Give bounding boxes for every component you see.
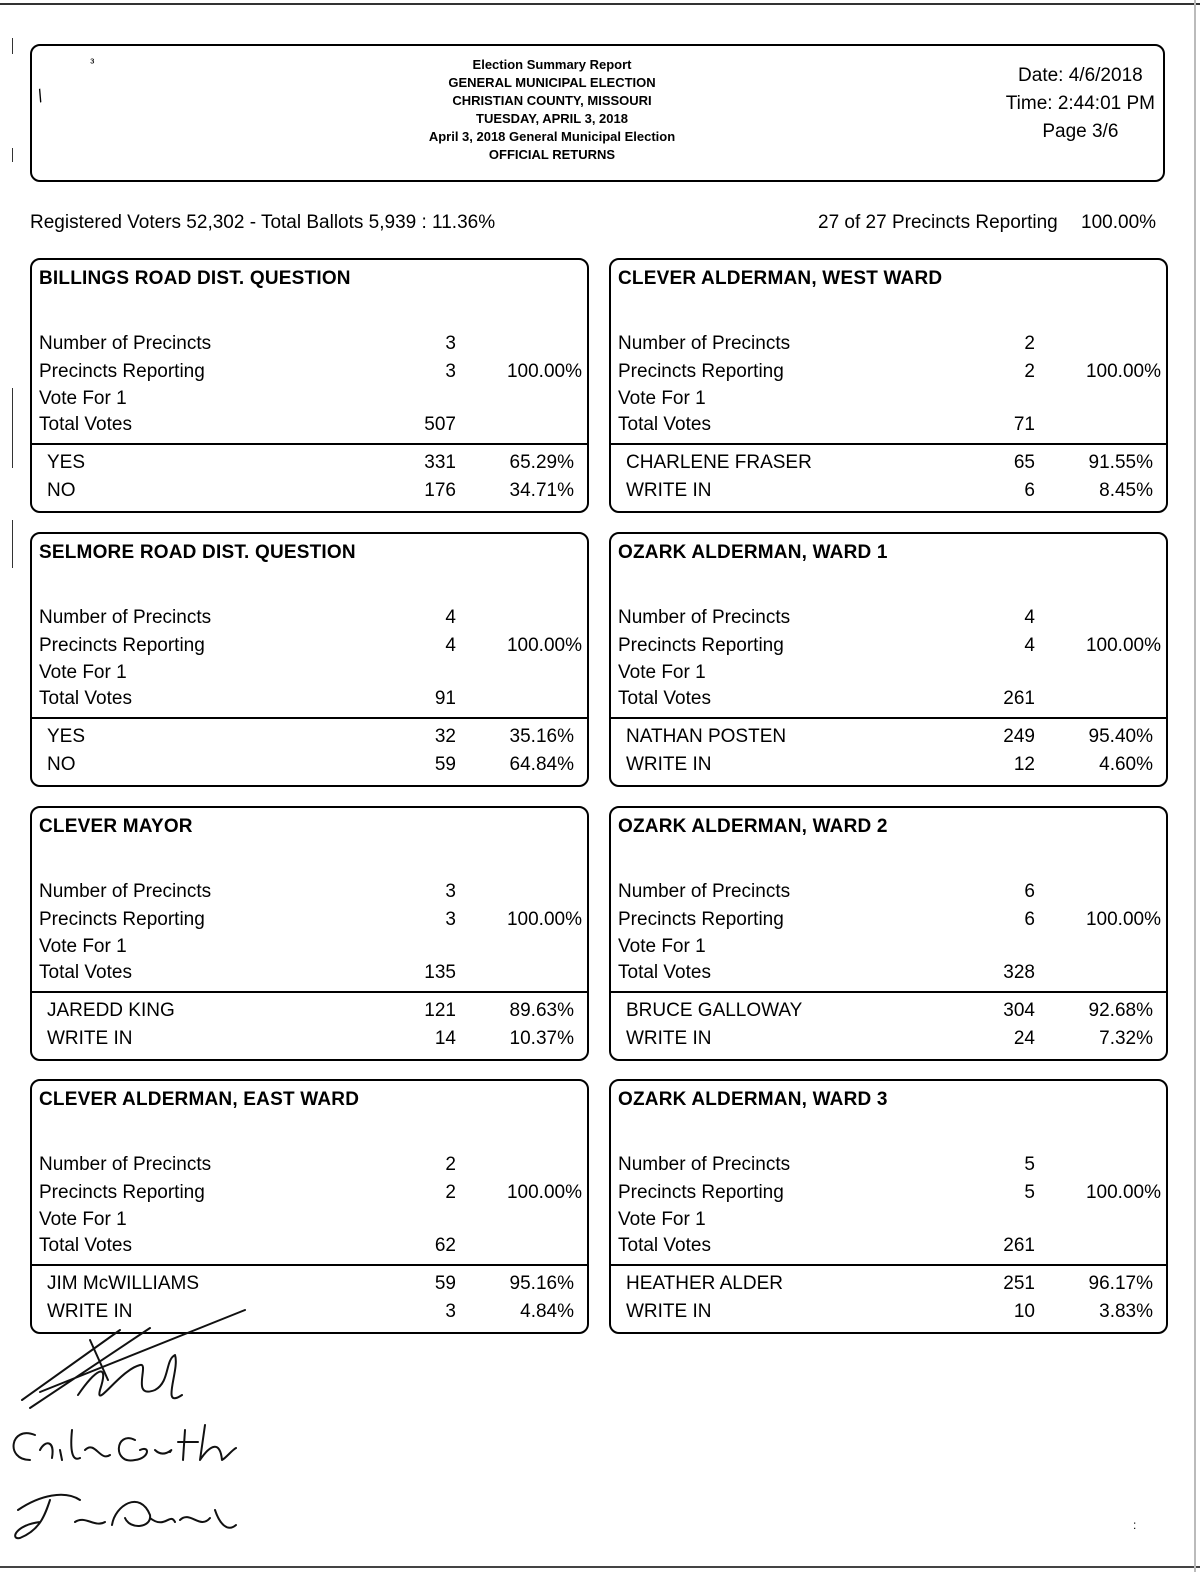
stat-percent: 100.00%: [1085, 635, 1161, 656]
precincts-reporting-row: [39, 361, 587, 387]
signature-initials-stroke: [78, 1355, 182, 1398]
total-votes-row: [618, 1235, 1166, 1261]
stat-value: 3: [445, 909, 456, 930]
contest-divider: [32, 991, 587, 993]
stat-label: Precincts Reporting: [618, 635, 784, 656]
contest-card: [30, 1079, 589, 1334]
candidate-votes: 65: [1013, 452, 1035, 473]
candidate-name: YES: [47, 726, 86, 747]
stat-label: Total Votes: [39, 414, 132, 435]
stat-value: 6: [1024, 881, 1035, 902]
stat-label: Total Votes: [618, 414, 711, 435]
stat-label: Precincts Reporting: [39, 909, 205, 930]
stat-label: Vote For 1: [618, 662, 706, 683]
contest-title: CLEVER MAYOR: [39, 816, 193, 837]
contest-title: OZARK ALDERMAN, WARD 3: [618, 1089, 888, 1110]
contest-divider: [32, 1264, 587, 1266]
precincts-reporting-row: [39, 1182, 587, 1208]
stat-percent: 100.00%: [506, 635, 582, 656]
candidate-name: JIM McWILLIAMS: [47, 1273, 200, 1294]
stat-percent: 100.00%: [506, 1182, 582, 1203]
stat-label: Total Votes: [618, 1235, 711, 1256]
stat-label: Precincts Reporting: [618, 361, 784, 382]
vote-for-row: [618, 662, 1166, 688]
precincts-reporting-pct: 100.00%: [1081, 212, 1157, 233]
vote-for-row: [618, 388, 1166, 414]
stat-value: 6: [1024, 909, 1035, 930]
precincts-reporting-row: [618, 635, 1166, 661]
report-meta: [1006, 62, 1155, 146]
stat-percent: 100.00%: [506, 909, 582, 930]
stat-label: Number of Precincts: [618, 1154, 791, 1175]
precincts-reporting-text: 27 of 27 Precincts Reporting: [818, 212, 1058, 233]
stat-label: Precincts Reporting: [39, 361, 205, 382]
stat-label: Vote For 1: [618, 388, 706, 409]
stat-value: 91: [434, 688, 456, 709]
stat-label: Precincts Reporting: [39, 635, 205, 656]
stat-value: 507: [424, 414, 456, 435]
stat-label: Vote For 1: [39, 662, 127, 683]
page-top-border: [0, 3, 1200, 5]
report-date: Date: 4/6/2018: [1018, 65, 1143, 86]
total-votes-row: [618, 414, 1166, 440]
number-of-precincts-row: [39, 333, 587, 359]
candidate-name: WRITE IN: [626, 480, 712, 501]
number-of-precincts-row: [39, 1154, 587, 1180]
candidate-votes: 249: [1003, 726, 1035, 747]
candidate-votes: 6: [1024, 480, 1035, 501]
candidate-row: [626, 726, 1166, 752]
candidate-row: [47, 726, 587, 752]
candidate-votes: 59: [434, 1273, 456, 1294]
stat-value: 328: [1003, 962, 1035, 983]
contest-card: [609, 258, 1168, 513]
stat-percent: 100.00%: [1085, 361, 1161, 382]
precincts-reporting-row: [39, 635, 587, 661]
stat-value: 4: [1024, 607, 1035, 628]
stat-percent: 100.00%: [1085, 909, 1161, 930]
candidate-name: CHARLENE FRASER: [626, 452, 812, 473]
stat-value: 135: [424, 962, 456, 983]
stat-label: Number of Precincts: [39, 881, 212, 902]
candidate-votes: 14: [434, 1028, 456, 1049]
stat-value: 5: [1024, 1182, 1035, 1203]
candidate-row: [626, 452, 1166, 478]
candidate-row: [47, 480, 587, 506]
contest-divider: [32, 443, 587, 445]
candidate-percent: 64.84%: [509, 754, 574, 775]
stat-value: 2: [1024, 361, 1035, 382]
contest-title: CLEVER ALDERMAN, EAST WARD: [39, 1089, 360, 1110]
candidate-percent: 10.37%: [509, 1028, 574, 1049]
candidate-row: [626, 1028, 1166, 1054]
candidate-percent: 7.32%: [1099, 1028, 1153, 1049]
vote-for-row: [39, 1209, 587, 1235]
stat-label: Vote For 1: [618, 936, 706, 957]
candidate-votes: 32: [434, 726, 456, 747]
candidate-percent: 4.60%: [1099, 754, 1153, 775]
candidate-name: JAREDD KING: [47, 1000, 175, 1021]
stat-label: Total Votes: [618, 688, 711, 709]
margin-mark: [12, 148, 13, 162]
candidate-name: BRUCE GALLOWAY: [626, 1000, 803, 1021]
candidate-votes: 12: [1013, 754, 1035, 775]
stat-value: 4: [445, 635, 456, 656]
candidate-name: NO: [47, 754, 76, 775]
page-number: Page 3/6: [1042, 121, 1119, 142]
candidate-name: WRITE IN: [47, 1028, 133, 1049]
vote-for-row: [39, 388, 587, 414]
stat-label: Total Votes: [618, 962, 711, 983]
candidate-votes: 251: [1003, 1273, 1035, 1294]
contest-card: [30, 806, 589, 1061]
candidate-percent: 4.84%: [520, 1301, 574, 1322]
stat-label: Vote For 1: [39, 936, 127, 957]
candidate-votes: 304: [1003, 1000, 1035, 1021]
candidate-percent: 8.45%: [1099, 480, 1153, 501]
contest-title: OZARK ALDERMAN, WARD 1: [618, 542, 888, 563]
candidate-percent: 92.68%: [1088, 1000, 1153, 1021]
candidate-votes: 10: [1013, 1301, 1035, 1322]
total-votes-row: [618, 962, 1166, 988]
candidate-name: WRITE IN: [626, 1301, 712, 1322]
number-of-precincts-row: [618, 1154, 1166, 1180]
stat-value: 2: [445, 1182, 456, 1203]
candidate-name: NO: [47, 480, 76, 501]
contest-title: SELMORE ROAD DIST. QUESTION: [39, 542, 356, 563]
stray-mark: ᵌ: [90, 54, 95, 70]
stat-label: Total Votes: [39, 1235, 132, 1256]
stat-value: 4: [1024, 635, 1035, 656]
page-right-border: [1194, 0, 1196, 1572]
stat-value: 3: [445, 361, 456, 382]
precincts-reporting-row: [618, 361, 1166, 387]
contest-divider: [611, 1264, 1166, 1266]
contest-title: CLEVER ALDERMAN, WEST WARD: [618, 268, 943, 289]
candidate-row: [626, 1273, 1166, 1299]
vote-for-row: [618, 936, 1166, 962]
number-of-precincts-row: [618, 333, 1166, 359]
vote-for-row: [39, 662, 587, 688]
signature-kim: [15, 1495, 236, 1538]
vote-for-row: [618, 1209, 1166, 1235]
contest-card: [609, 532, 1168, 787]
contest-card: [609, 1079, 1168, 1334]
contest-divider: [611, 717, 1166, 719]
total-votes-row: [618, 688, 1166, 714]
candidate-votes: 176: [424, 480, 456, 501]
stat-value: 3: [445, 333, 456, 354]
candidate-name: NATHAN POSTEN: [626, 726, 787, 747]
stat-label: Number of Precincts: [39, 1154, 212, 1175]
registered-voters-summary: Registered Voters 52,302 - Total Ballots 5,939 : 11.36%: [30, 212, 496, 233]
stat-label: Number of Precincts: [618, 881, 791, 902]
signature-carla: [14, 1425, 236, 1460]
contest-title: BILLINGS ROAD DIST. QUESTION: [39, 268, 351, 289]
report-title-block: [332, 56, 772, 164]
candidate-votes: 24: [1013, 1028, 1035, 1049]
total-votes-row: [39, 1235, 587, 1261]
candidate-row: [47, 754, 587, 780]
signature-initials-stroke: [22, 1310, 245, 1408]
election-description: April 3, 2018 General Municipal Election: [428, 129, 676, 144]
candidate-votes: 59: [434, 754, 456, 775]
precincts-reporting-row: [618, 909, 1166, 935]
candidate-votes: 331: [424, 452, 456, 473]
contest-divider: [32, 717, 587, 719]
candidate-name: HEATHER ALDER: [626, 1273, 783, 1294]
candidate-row: [47, 1273, 587, 1299]
stat-label: Precincts Reporting: [618, 1182, 784, 1203]
candidate-name: WRITE IN: [626, 754, 712, 775]
number-of-precincts-row: [39, 881, 587, 907]
candidate-votes: 3: [445, 1301, 456, 1322]
stat-label: Precincts Reporting: [618, 909, 784, 930]
stat-percent: 100.00%: [1085, 1182, 1161, 1203]
candidate-percent: 95.16%: [509, 1273, 574, 1294]
precincts-reporting-row: [618, 1182, 1166, 1208]
candidate-percent: 3.83%: [1099, 1301, 1153, 1322]
candidate-percent: 96.17%: [1088, 1273, 1153, 1294]
number-of-precincts-row: [618, 607, 1166, 633]
contest-card: [609, 806, 1168, 1061]
stat-value: 2: [1024, 333, 1035, 354]
candidate-percent: 95.40%: [1088, 726, 1153, 747]
precincts-reporting-row: [39, 909, 587, 935]
candidate-name: YES: [47, 452, 86, 473]
page-bottom-border: [0, 1566, 1200, 1568]
stat-label: Total Votes: [39, 962, 132, 983]
candidate-row: [47, 452, 587, 478]
candidate-row: [626, 1000, 1166, 1026]
returns-type: OFFICIAL RETURNS: [488, 147, 616, 162]
contest-title: OZARK ALDERMAN, WARD 2: [618, 816, 888, 837]
report-title: Election Summary Report: [472, 57, 632, 72]
election-name: GENERAL MUNICIPAL ELECTION: [448, 75, 656, 90]
candidate-row: [47, 1028, 587, 1054]
report-time: Time: 2:44:01 PM: [1005, 93, 1155, 114]
candidate-percent: 65.29%: [509, 452, 574, 473]
stat-label: Vote For 1: [39, 388, 127, 409]
stat-label: Number of Precincts: [618, 607, 791, 628]
stat-value: 4: [445, 607, 456, 628]
candidate-percent: 34.71%: [509, 480, 574, 501]
candidate-row: [626, 480, 1166, 506]
margin-mark: [12, 388, 13, 468]
stat-label: Vote For 1: [618, 1209, 706, 1230]
report-header: [30, 44, 1165, 182]
contest-card: [30, 532, 589, 787]
candidate-row: [626, 1301, 1166, 1327]
signatures: [0, 1300, 320, 1550]
total-votes-row: [39, 688, 587, 714]
stray-mark: :: [1133, 1518, 1137, 1532]
stat-value: 261: [1003, 688, 1035, 709]
total-votes-row: [39, 414, 587, 440]
candidate-percent: 91.55%: [1088, 452, 1153, 473]
stat-percent: 100.00%: [506, 361, 582, 382]
precincts-reporting-summary: [818, 212, 1156, 234]
number-of-precincts-row: [618, 881, 1166, 907]
candidate-votes: 121: [424, 1000, 456, 1021]
candidate-percent: 89.63%: [509, 1000, 574, 1021]
number-of-precincts-row: [39, 607, 587, 633]
county-name: CHRISTIAN COUNTY, MISSOURI: [452, 93, 652, 108]
vote-for-row: [39, 936, 587, 962]
election-date: TUESDAY, APRIL 3, 2018: [476, 111, 628, 126]
stat-label: Vote For 1: [39, 1209, 127, 1230]
candidate-name: WRITE IN: [47, 1301, 133, 1322]
stray-mark: /: [34, 85, 47, 107]
stat-value: 261: [1003, 1235, 1035, 1256]
stat-label: Total Votes: [39, 688, 132, 709]
total-votes-row: [39, 962, 587, 988]
margin-mark: [12, 520, 13, 568]
stat-value: 2: [445, 1154, 456, 1175]
stat-value: 62: [434, 1235, 456, 1256]
candidate-row: [626, 754, 1166, 780]
stat-label: Precincts Reporting: [39, 1182, 205, 1203]
candidate-name: WRITE IN: [626, 1028, 712, 1049]
candidate-row: [47, 1000, 587, 1026]
stat-value: 5: [1024, 1154, 1035, 1175]
stat-label: Number of Precincts: [39, 607, 212, 628]
stat-label: Number of Precincts: [618, 333, 791, 354]
stat-value: 3: [445, 881, 456, 902]
candidate-percent: 35.16%: [509, 726, 574, 747]
margin-mark: [12, 38, 13, 54]
contest-divider: [611, 991, 1166, 993]
stat-label: Number of Precincts: [39, 333, 212, 354]
contest-divider: [611, 443, 1166, 445]
contest-card: [30, 258, 589, 513]
stat-value: 71: [1013, 414, 1035, 435]
